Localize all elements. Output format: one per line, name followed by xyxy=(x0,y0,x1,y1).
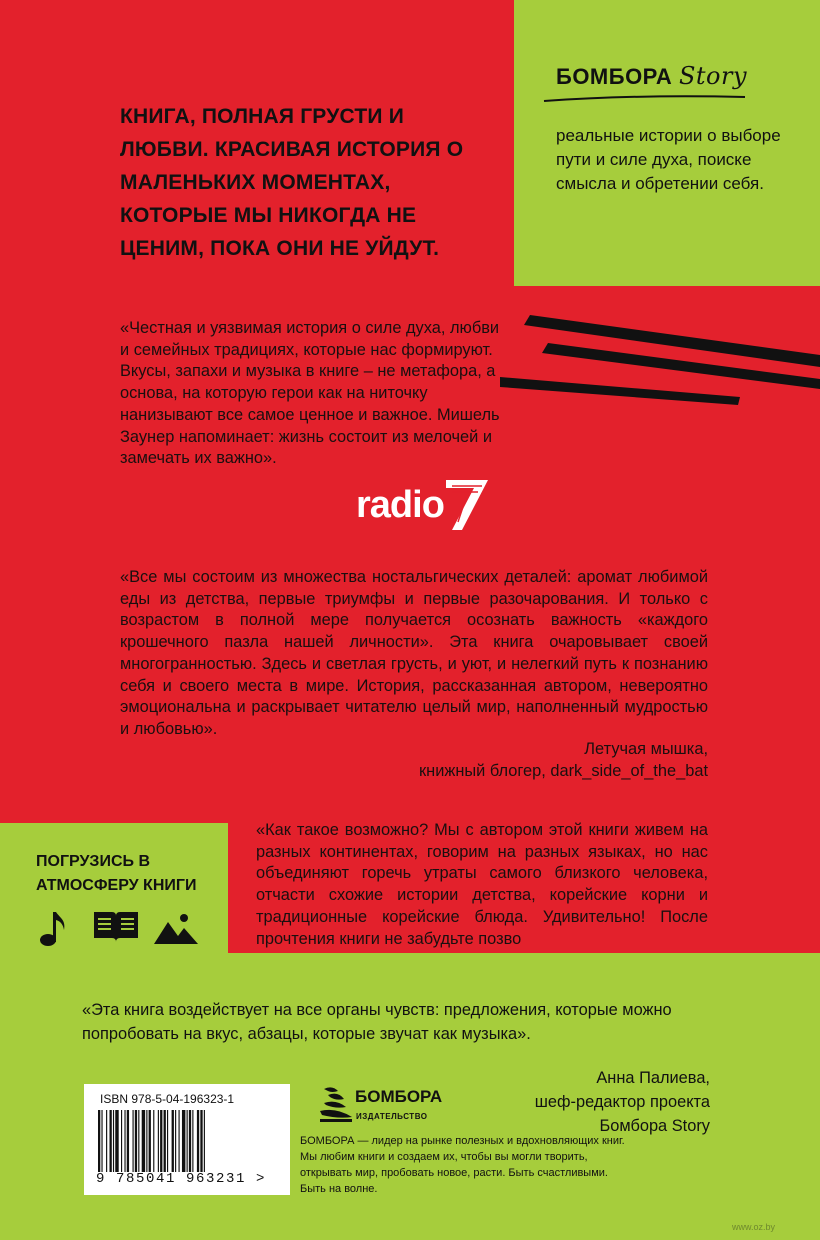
barcode-bar xyxy=(106,1110,107,1172)
quote-blogger: «Все мы состоим из множества ностальгических деталей: аромат любимой еды из детства, первые триумфы и первые разочарования. И только с возрастом в полной мере получается осознать важность «каждого крошечного пазла нашей личности». Эта книга очаровывает своей многогранностью. Здесь и светлая грусть, и уют, и нелегкий путь к познанию себя и своего места в мире. История, рассказанная автором, невероятно эмоциональна и раскрывает читателю целый мир, наполненный мудростью и любовью». xyxy=(120,568,708,738)
series-underline-icon xyxy=(540,85,750,109)
barcode-bar xyxy=(182,1110,185,1172)
decorative-stripes xyxy=(500,305,820,405)
quote-radio7: «Честная и уязвимая история о силе духа, любви и семейных традициях, которые нас формируют. Вкусы, запахи и музыка в книге – не метафора, а основа, на которую герои как на ниточку нанизывают все самое ценное и важное. Мишель Заунер напоминает: жизнь состоит из мелочей и замечать их важно». xyxy=(120,319,500,468)
publisher-logo-icon xyxy=(318,1085,354,1123)
barcode-bar xyxy=(192,1110,193,1172)
series-logo-name: БОМБОРА xyxy=(556,64,673,89)
barcode-icon xyxy=(96,1110,268,1172)
barcode-bar xyxy=(158,1110,159,1172)
author-name: Летучая мышка, xyxy=(584,740,708,758)
quote-blogger-author xyxy=(380,739,708,782)
radio7-digit: 7 xyxy=(443,478,445,479)
radio7-logo-text: radio xyxy=(356,484,444,526)
barcode-bar xyxy=(110,1110,112,1172)
barcode-bar xyxy=(142,1110,145,1172)
barcode-bar xyxy=(200,1110,202,1172)
barcode-bar xyxy=(189,1110,191,1172)
barcode-bar xyxy=(164,1110,166,1172)
isbn-label: ISBN 978-5-04-196323-1 xyxy=(100,1092,235,1106)
barcode-bar xyxy=(133,1110,134,1172)
barcode-bar xyxy=(204,1110,205,1172)
series-logo-accent: Story xyxy=(678,62,748,90)
quote-editor-author xyxy=(440,1066,710,1138)
open-book-icon xyxy=(92,910,140,944)
publisher-name: БОМБОРА xyxy=(355,1087,443,1106)
barcode-box xyxy=(84,1084,290,1195)
author-role: книжный блогер, dark_side_of_the_bat xyxy=(418,761,708,780)
quote-editor: «Эта книга воздействует на все органы чувств: предложения, которые можно попробовать на вкус, абзацы, которые звучат как музыка». xyxy=(82,1001,672,1043)
barcode-bar xyxy=(197,1110,199,1172)
barcode-bar xyxy=(175,1110,176,1172)
barcode-bar xyxy=(113,1110,114,1172)
radio7-logo xyxy=(356,478,490,532)
barcode-digits: 9 785041 963231 > xyxy=(96,1171,267,1187)
barcode-bar xyxy=(172,1110,174,1172)
barcode-bar xyxy=(187,1110,188,1172)
author-role: шеф-редактор проекта xyxy=(534,1093,710,1111)
barcode-bar xyxy=(153,1110,154,1172)
barcode-bar xyxy=(167,1110,168,1172)
barcode-bar xyxy=(146,1110,147,1172)
barcode-bar xyxy=(127,1110,129,1172)
publisher-description: БОМБОРА — лидер на рынке полезных и вдохновляющих книг. Мы любим книги и создаем их, чтобы вы могли творить, открывать мир, пробовать новое, расти. Быть счастливыми. Быть на волне. xyxy=(300,1135,625,1195)
quote-reader: «Как такое возможно? Мы с автором этой книги живем на разных континентах, говорим на разных языках, но нас объединяют горечь утраты самого близкого человека, отчасти схожие истории детства, корейские корни и традиционные корейские блюда. Удивительно! После прочтения книги не забудьте позво xyxy=(256,821,708,948)
publisher-subtitle: ИЗДАТЕЛЬСТВО xyxy=(356,1112,428,1121)
headline: КНИГА, ПОЛНАЯ ГРУСТИ И ЛЮБВИ. КРАСИВАЯ ИСТОРИЯ О МАЛЕНЬКИХ МОМЕНТАХ, КОТОРЫЕ МЫ НИКОГДА НЕ ЦЕНИМ, ПОКА ОНИ НЕ УЙДУТ. xyxy=(120,105,464,260)
mountain-icon xyxy=(154,912,198,944)
barcode-bar xyxy=(124,1110,125,1172)
barcode-bar xyxy=(101,1110,102,1172)
barcode-bar xyxy=(149,1110,151,1172)
watermark: www.oz.by xyxy=(732,1222,776,1232)
author-name: Анна Палиева, xyxy=(596,1069,710,1087)
series-description: реальные истории о выборе пути и силе духа, поиске смысла и обретении себя. xyxy=(556,126,781,193)
music-note-icon xyxy=(38,908,68,948)
immerse-title: ПОГРУЗИСЬ В АТМОСФЕРУ КНИГИ xyxy=(36,853,197,894)
barcode-bar xyxy=(135,1110,137,1172)
barcode-bar xyxy=(138,1110,139,1172)
author-project: Бомбора Story xyxy=(599,1117,710,1135)
barcode-bar xyxy=(98,1110,100,1172)
barcode-bar xyxy=(179,1110,180,1172)
barcode-bar xyxy=(160,1110,162,1172)
radio7-digit-icon xyxy=(444,478,490,532)
barcode-bar xyxy=(121,1110,122,1172)
barcode-bar xyxy=(115,1110,118,1172)
